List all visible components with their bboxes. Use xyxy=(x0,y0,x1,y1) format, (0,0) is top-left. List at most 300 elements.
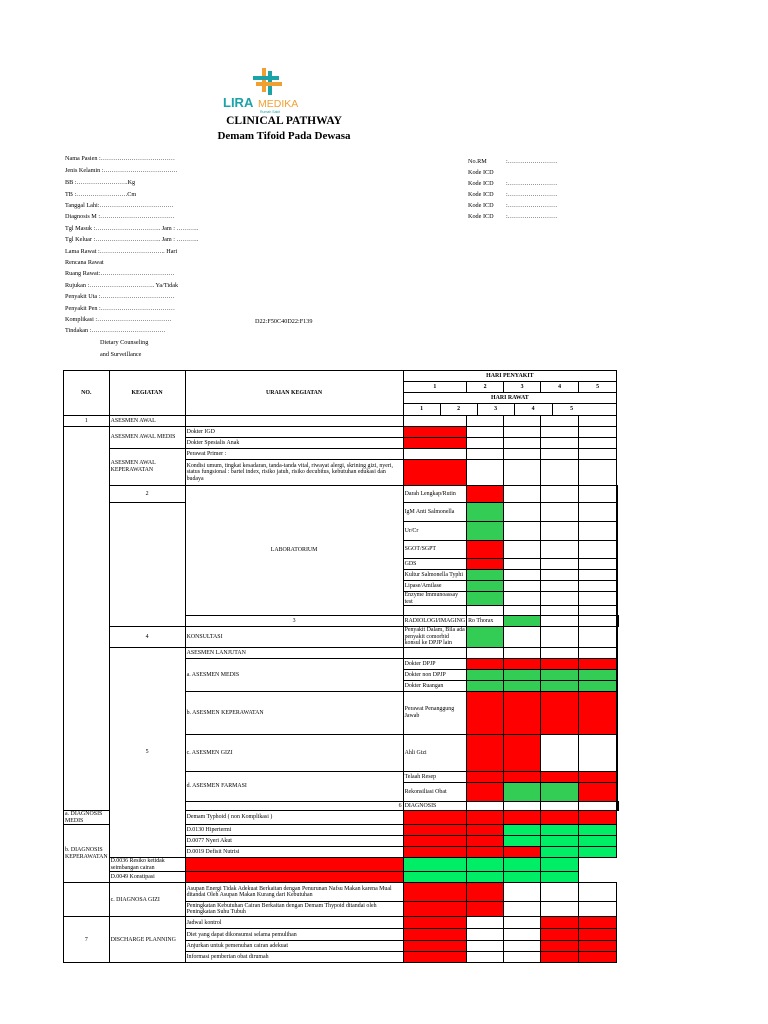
day-3 xyxy=(541,503,579,522)
day-2 xyxy=(467,847,504,858)
day-4 xyxy=(579,581,617,592)
header-hari-penyakit-day: 1 xyxy=(403,382,467,393)
header-hari-penyakit-day: 4 xyxy=(541,382,579,393)
day-4 xyxy=(579,771,617,782)
col-kegiatan: RADIOLOGI/IMAGING xyxy=(403,616,467,627)
field-dietary-surveillance: and Surveillance xyxy=(100,351,142,358)
col-uraian: Perawat Penanggung Jawab xyxy=(403,691,467,734)
table-row xyxy=(64,858,619,872)
col-uraian: Demam Typhoid ( non Komplikasi ) xyxy=(185,810,403,824)
day-1 xyxy=(403,836,467,847)
day-1 xyxy=(467,570,504,581)
day-3 xyxy=(541,627,579,648)
day-5 xyxy=(617,486,618,503)
field-tindakan: Tindakan :……………………………… xyxy=(65,327,166,334)
day-4 xyxy=(541,427,579,438)
col-uraian: Enzyme Immunoassay test xyxy=(403,592,467,606)
logo-tagline: Rumah Sakit xyxy=(260,110,281,114)
day-1 xyxy=(185,872,403,883)
col-uraian: D.0049 Konstipasi xyxy=(109,872,185,883)
day-5 xyxy=(579,416,617,427)
day-5 xyxy=(579,847,617,858)
day-3 xyxy=(541,658,579,669)
day-3 xyxy=(541,592,579,606)
day-1 xyxy=(467,782,504,801)
day-5 xyxy=(617,658,618,669)
day-4 xyxy=(541,929,579,941)
day-1 xyxy=(467,680,504,691)
day-2 xyxy=(504,559,541,570)
col-kegiatan: DISCHARGE PLANNING xyxy=(109,917,185,963)
day-4 xyxy=(579,627,617,648)
day-3 xyxy=(504,917,541,929)
day-2 xyxy=(504,734,541,771)
logo-brand-sub: MEDIKA xyxy=(258,98,299,110)
header-hari-penyakit-day: 5 xyxy=(579,382,617,393)
day-3 xyxy=(504,810,541,824)
day-2 xyxy=(541,801,579,810)
day-1 xyxy=(403,952,467,963)
day-1 xyxy=(467,771,504,782)
col-kegiatan: DIAGNOSIS xyxy=(403,801,467,810)
day-3 xyxy=(467,858,504,872)
field-kode-icd-label: Kode ICD xyxy=(468,213,494,220)
day-5 xyxy=(617,669,618,680)
day-2 xyxy=(467,836,504,847)
day-5 xyxy=(617,782,618,801)
col-uraian: Dokter non DPJP xyxy=(403,669,467,680)
day-1 xyxy=(467,486,504,503)
col-uraian: Dokter DPJP xyxy=(403,658,467,669)
day-1 xyxy=(403,416,467,427)
day-5 xyxy=(617,592,618,606)
day-5 xyxy=(617,522,618,541)
day-4 xyxy=(579,559,617,570)
field-tb: TB :…………………….Cm xyxy=(65,191,137,198)
day-5 xyxy=(617,541,618,559)
day-5 xyxy=(579,836,617,847)
day-3 xyxy=(541,782,579,801)
day-5 xyxy=(579,917,617,929)
day-5 xyxy=(541,872,579,883)
table-row xyxy=(64,883,619,902)
day-2 xyxy=(504,606,541,616)
day-1 xyxy=(467,734,504,771)
day-1 xyxy=(403,929,467,941)
col-kegiatan: ASESMEN AWAL xyxy=(109,416,185,427)
col-uraian: IgM Anti Salmonella xyxy=(403,503,467,522)
field-tgl-keluar: Tgl Keluar :………………………….. Jam : ……….. xyxy=(65,236,199,243)
day-3 xyxy=(504,438,541,449)
day-1 xyxy=(467,606,504,616)
day-3 xyxy=(504,836,541,847)
col-uraian: Telaah Resep xyxy=(403,771,467,782)
col-no: 1 xyxy=(64,416,110,427)
day-1 xyxy=(403,825,467,836)
header-hari-penyakit-day: 3 xyxy=(504,382,541,393)
day-3 xyxy=(579,616,617,627)
col-uraian: Ahli Gizi xyxy=(403,734,467,771)
field-rujukan: Rujukan :………………………….. Ya/Tidak xyxy=(65,282,179,289)
day-2 xyxy=(504,627,541,648)
header-hari-rawat-day: 3 xyxy=(478,404,515,415)
day-2 xyxy=(504,647,541,658)
col-uraian xyxy=(467,801,504,810)
header-hari-rawat-day: 5 xyxy=(570,406,574,412)
day-4 xyxy=(541,902,579,917)
day-3 xyxy=(467,872,504,883)
day-1 xyxy=(504,801,541,810)
day-2 xyxy=(467,810,504,824)
day-3 xyxy=(541,669,579,680)
day-3 xyxy=(541,606,579,616)
day-4 xyxy=(579,782,617,801)
day-4 xyxy=(541,836,579,847)
col-uraian: Jadwal kontrol xyxy=(185,917,403,929)
day-5 xyxy=(579,825,617,836)
day-5 xyxy=(579,460,617,486)
day-5 xyxy=(617,606,618,616)
day-4 xyxy=(541,438,579,449)
day-5 xyxy=(617,691,618,734)
day-3 xyxy=(541,680,579,691)
col-no: 5 xyxy=(109,647,185,857)
header-hari-rawat-day: 2 xyxy=(441,404,478,415)
day-1 xyxy=(467,669,504,680)
col-kegiatan: a. DIAGNOSIS MEDIS xyxy=(64,810,110,824)
header-hari-rawat: HARI RAWAT xyxy=(404,393,617,404)
field-tgl-masuk: Tgl Masuk :………………………….. Jam : ……….. xyxy=(65,225,199,232)
day-4 xyxy=(579,647,617,658)
clinical-pathway-table xyxy=(63,370,619,963)
day-3 xyxy=(504,449,541,460)
day-1 xyxy=(403,460,467,486)
day-1 xyxy=(467,522,504,541)
col-uraian xyxy=(403,647,467,658)
field-diagnosis: Diagnosis M :……………………………… xyxy=(65,213,175,220)
col-no: 6 xyxy=(185,801,403,810)
col-uraian: Informasi pemberian obat dirumah xyxy=(185,952,403,963)
day-1 xyxy=(504,616,541,627)
table-header-row xyxy=(64,371,619,382)
day-2 xyxy=(403,872,467,883)
day-3 xyxy=(541,541,579,559)
day-4 xyxy=(504,872,541,883)
col-uraian: Dokter Spesialis Anak xyxy=(185,438,403,449)
medical-cross-icon xyxy=(253,68,282,95)
day-2 xyxy=(467,427,504,438)
day-3 xyxy=(541,559,579,570)
col-uraian: Ur/Cr xyxy=(403,522,467,541)
day-3 xyxy=(541,570,579,581)
table-row xyxy=(64,486,619,503)
day-2 xyxy=(467,902,504,917)
col-no xyxy=(109,503,185,627)
table-row xyxy=(64,917,619,929)
field-rencana-rawat: Rencana Rawat xyxy=(65,259,104,266)
day-2 xyxy=(467,883,504,902)
col-uraian: Kondisi umum, tingkat kesadaran, tanda-tanda vital, riwayat alergi, skrining gizi, nyeri, status fungsional : bartel index, risiko jatuh, risiko decubitus, kebutuhan edukasi dan budaya xyxy=(185,460,403,486)
day-5 xyxy=(618,801,619,810)
col-uraian: Dokter Ruangan xyxy=(403,680,467,691)
day-2 xyxy=(467,416,504,427)
day-2 xyxy=(504,771,541,782)
day-4 xyxy=(541,941,579,952)
header-hari-penyakit-day: 2 xyxy=(467,382,504,393)
table-row xyxy=(64,427,619,438)
col-kegiatan: d. ASESMEN FARMASI xyxy=(185,771,403,801)
day-5 xyxy=(617,503,618,522)
icd-code-text: D22:F50C40D22:F139 xyxy=(255,318,313,325)
day-2 xyxy=(504,581,541,592)
field-kode-icd-value: :…………………… xyxy=(506,180,558,187)
day-2 xyxy=(504,570,541,581)
day-4 xyxy=(579,592,617,606)
day-4 xyxy=(541,825,579,836)
field-no-rm-value: :…………………… xyxy=(506,158,558,165)
header-uraian: URAIAN KEGIATAN xyxy=(185,371,403,416)
col-uraian: Perawat Primer : xyxy=(185,449,403,460)
col-no: 4 xyxy=(109,627,185,648)
day-5 xyxy=(579,929,617,941)
day-4 xyxy=(579,541,617,559)
day-5 xyxy=(617,771,618,782)
col-no: 3 xyxy=(185,616,403,627)
day-3 xyxy=(504,883,541,902)
day-2 xyxy=(504,691,541,734)
day-3 xyxy=(504,929,541,941)
field-penyakit-utama: Penyakit Uta :……………………………… xyxy=(65,293,175,300)
day-4 xyxy=(541,952,579,963)
day-4 xyxy=(579,680,617,691)
day-4 xyxy=(541,416,579,427)
day-2 xyxy=(504,782,541,801)
field-komplikasi: Komplikasi :……………………………… xyxy=(65,316,172,323)
day-3 xyxy=(541,581,579,592)
day-3 xyxy=(541,522,579,541)
col-kegiatan: b. DIAGNOSIS KEPERAWATAN xyxy=(64,825,110,883)
col-uraian: D.0019 Defisit Nutrisi xyxy=(185,847,403,858)
day-1 xyxy=(467,559,504,570)
day-4 xyxy=(579,486,617,503)
col-uraian: Diet yang dapat dikonsumsi selama pemulihan xyxy=(185,929,403,941)
col-kegiatan: c. DIAGNOSA GIZI xyxy=(109,883,185,917)
document-title: CLINICAL PATHWAY xyxy=(226,115,342,127)
table-row xyxy=(64,416,619,427)
col-uraian: Rekonsiliasi Obat xyxy=(403,782,467,801)
col-uraian: Peningkatan Kebutuhan Cairan Berkaitan dengan Demam Thypoid ditandai oleh Peningkatan Suhu Tubuh xyxy=(185,902,403,917)
day-4 xyxy=(579,522,617,541)
day-1 xyxy=(403,438,467,449)
day-5 xyxy=(617,734,618,771)
col-uraian xyxy=(403,606,467,616)
col-kegiatan: a. ASESMEN MEDIS xyxy=(185,658,403,691)
col-uraian: Penyakit Dalam, Bila ada penyakit comorbid konsul ke DPJP lain xyxy=(404,627,465,647)
col-no xyxy=(64,883,110,917)
day-4 xyxy=(541,847,579,858)
day-2 xyxy=(467,825,504,836)
table-row xyxy=(64,872,619,883)
day-4 xyxy=(579,606,617,616)
day-5 xyxy=(617,627,618,648)
day-5 xyxy=(579,449,617,460)
header-kegiatan: KEGIATAN xyxy=(109,371,185,416)
day-1 xyxy=(467,581,504,592)
header-hari-rawat-day: 4 xyxy=(515,404,553,415)
col-uraian: Lipase/Amilase xyxy=(403,581,467,592)
field-ruang-rawat: Ruang Rawat:……………………………… xyxy=(65,270,175,277)
day-4 xyxy=(541,917,579,929)
day-5 xyxy=(617,559,618,570)
field-tanggal-lahir: Tanggal Lahi:……………………………… xyxy=(65,202,174,209)
day-1 xyxy=(403,427,467,438)
day-1 xyxy=(185,858,403,872)
day-3 xyxy=(504,952,541,963)
field-kode-icd-value: :…………………… xyxy=(506,191,558,198)
header-hari-penyakit: HARI PENYAKIT xyxy=(403,371,617,382)
field-penyakit-penyerta: Penyakit Pen :……………………………… xyxy=(65,305,175,312)
day-2 xyxy=(504,592,541,606)
day-4 xyxy=(541,449,579,460)
day-4 xyxy=(504,858,541,872)
day-4 xyxy=(541,460,579,486)
day-1 xyxy=(403,902,467,917)
col-uraian: Kultur Salmonella Typhi xyxy=(403,570,467,581)
day-1 xyxy=(403,917,467,929)
day-3 xyxy=(504,847,541,858)
day-5 xyxy=(579,883,617,902)
day-4 xyxy=(579,734,617,771)
col-kegiatan: b. ASESMEN KEPERAWATAN xyxy=(185,691,403,734)
col-uraian: Dokter IGD xyxy=(185,427,403,438)
col-uraian: Darah Lengkap/Rutin xyxy=(403,486,467,503)
day-3 xyxy=(541,647,579,658)
day-1 xyxy=(403,449,467,460)
field-kode-icd-value: :…………………… xyxy=(506,202,558,209)
day-1 xyxy=(467,503,504,522)
day-5 xyxy=(579,810,617,824)
day-5 xyxy=(579,902,617,917)
col-kegiatan: c. ASESMEN GIZI xyxy=(185,734,403,771)
day-2 xyxy=(467,460,504,486)
day-4 xyxy=(579,570,617,581)
col-uraian xyxy=(185,416,403,427)
table-row xyxy=(64,647,619,658)
field-kode-icd-label: Kode ICD xyxy=(468,169,494,176)
col-uraian: SGOT/SGPT xyxy=(403,541,467,559)
field-jenis-kelamin: Jenis Kelamin :……………………………… xyxy=(65,167,178,174)
col-uraian: D.0130 Hipertermi xyxy=(185,825,403,836)
day-4 xyxy=(541,810,579,824)
day-5 xyxy=(617,581,618,592)
day-3 xyxy=(504,416,541,427)
day-3 xyxy=(504,427,541,438)
day-2 xyxy=(467,941,504,952)
col-kegiatan: ASESMEN AWAL KEPERAWATAN xyxy=(109,449,185,486)
field-no-rm-label: No.RM xyxy=(468,158,487,165)
field-kode-icd-label: Kode ICD xyxy=(468,202,494,209)
logo-brand-main: LIRA xyxy=(223,95,254,110)
header-hari-rawat-day: 1 xyxy=(404,404,441,415)
day-4 xyxy=(579,691,617,734)
day-4 xyxy=(579,503,617,522)
day-3 xyxy=(579,801,617,810)
table-row xyxy=(64,627,619,648)
day-1 xyxy=(467,647,504,658)
col-kegiatan: ASESMEN LANJUTAN xyxy=(185,647,403,658)
day-3 xyxy=(541,734,579,771)
col-uraian: D.0077 Nyeri Akut xyxy=(185,836,403,847)
day-3 xyxy=(541,486,579,503)
day-5 xyxy=(579,438,617,449)
day-2 xyxy=(467,929,504,941)
day-5 xyxy=(541,858,579,872)
col-no: 2 xyxy=(109,486,185,503)
day-1 xyxy=(403,883,467,902)
day-2 xyxy=(504,486,541,503)
field-kode-icd-label: Kode ICD xyxy=(468,191,494,198)
day-1 xyxy=(467,658,504,669)
day-5 xyxy=(579,427,617,438)
field-nama-pasien: Nama Pasien :……………………………… xyxy=(65,155,175,162)
field-kode-icd-value: :…………………… xyxy=(506,213,558,220)
day-2 xyxy=(504,522,541,541)
col-uraian: Ro Thorax xyxy=(467,616,504,627)
day-2 xyxy=(504,658,541,669)
col-uraian: GDS xyxy=(403,559,467,570)
day-5 xyxy=(617,570,618,581)
day-3 xyxy=(541,691,579,734)
day-5 xyxy=(579,952,617,963)
day-2 xyxy=(467,917,504,929)
field-kode-icd-label: Kode ICD xyxy=(468,180,494,187)
day-3 xyxy=(504,825,541,836)
col-kegiatan: ASESMEN AWAL MEDIS xyxy=(109,427,185,449)
day-4 xyxy=(579,669,617,680)
day-1 xyxy=(467,691,504,734)
field-bb: BB :…………………….Kg xyxy=(65,179,136,186)
day-2 xyxy=(504,503,541,522)
table-row xyxy=(64,449,619,460)
day-2 xyxy=(467,952,504,963)
day-1 xyxy=(467,627,504,648)
header-no: NO. xyxy=(64,371,110,416)
day-3 xyxy=(504,460,541,486)
day-2 xyxy=(504,680,541,691)
day-4 xyxy=(541,883,579,902)
day-1 xyxy=(403,847,467,858)
day-2 xyxy=(467,449,504,460)
day-1 xyxy=(403,941,467,952)
day-2 xyxy=(541,616,579,627)
day-3 xyxy=(504,902,541,917)
day-5 xyxy=(618,616,619,627)
day-5 xyxy=(617,680,618,691)
col-uraian: Asupan Energi Tidak Adekuat Berkaitan dengan Penurunan Nafsu Makan karena Mual ditandai Oleh Asupan Makan Kurang dari Kebutuhan xyxy=(185,883,403,902)
col-kegiatan: LABORATORIUM xyxy=(185,486,403,616)
day-4 xyxy=(579,658,617,669)
day-2 xyxy=(504,669,541,680)
lira-medika-logo xyxy=(220,66,320,114)
day-1 xyxy=(467,541,504,559)
day-1 xyxy=(467,592,504,606)
col-uraian: D.0036 Resiko ketidak seimbangan cairan xyxy=(109,858,185,872)
col-kegiatan: KONSULTASI xyxy=(185,627,403,648)
day-2 xyxy=(504,541,541,559)
day-1 xyxy=(403,810,467,824)
header-hari-rawat-block xyxy=(403,393,617,416)
field-lama-rawat: Lama Rawat :………………………….. Hari xyxy=(65,248,178,255)
